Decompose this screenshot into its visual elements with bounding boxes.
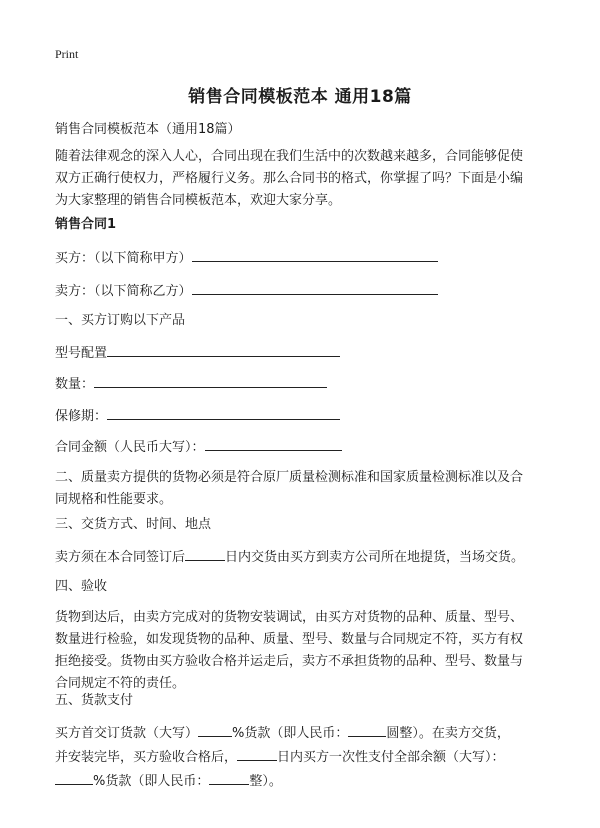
buyer-row [55,246,438,270]
clause5-paragraph [55,721,555,793]
intro-paragraph [55,146,555,212]
delivery-days-blank [185,545,225,561]
seller-label: 卖方：（以下简称乙方） [55,284,192,299]
quantity-blank [94,372,327,388]
clause5-line [55,745,555,769]
clause2-paragraph [55,467,555,511]
model-blank [107,341,340,357]
warranty-label: 保修期： [55,409,108,424]
amount-blank [205,435,342,451]
clause4-line: 合同规定不符的责任。 [55,676,186,691]
clause1-heading: 一、买方订购以下产品 [55,313,186,328]
buyer-label: 买方：（以下简称甲方） [55,251,192,266]
clause5-text: %货款（即人民币： [232,726,349,741]
clause4-line: 拒绝接受。货物由买方验收合格并运走后，卖方不承担货物的品种、型号、数量与 [55,654,524,669]
clause5-text: 买方首交订货款（大写） [55,726,199,741]
clause3-before: 卖方须在本合同签订后 [55,550,186,565]
intro-line: 为大家整理的销售合同模板范本，欢迎大家分享。 [55,193,342,208]
document-subtitle: 销售合同模板范本（通用18篇） [55,122,241,137]
clause5-text: %货款（即人民币： [93,774,210,789]
warranty-blank [107,404,340,420]
clause3-text [55,545,524,569]
amount-label: 合同金额（人民币大写）： [55,440,205,455]
clause5-text: 日内买方一次性支付全部余额（大写）： [277,750,505,765]
amount-row [55,435,342,459]
clause2-line: 同规格和性能要求。 [55,492,173,507]
warranty-row [55,404,340,428]
clause2-line: 二、质量卖方提供的货物必须是符合原厂质量检测标准和国家质量检测标准以及合 [55,470,524,485]
model-row [55,341,340,365]
balance-amount-blank [209,769,249,785]
section-heading: 销售合同1 [55,217,117,232]
buyer-blank [192,246,438,262]
document-title: 销售合同模板范本 通用18篇 [188,87,412,107]
clause5-text: 整）。 [249,774,282,789]
clause5-line [55,721,555,745]
clause5-line [55,769,555,793]
seller-blank [192,279,438,295]
clause5-text: 并安装完毕，买方验收合格后， [55,750,238,765]
deposit-amount-blank [348,721,386,737]
clause4-line: 货物到达后，由卖方完成对的货物安装调试，由买方对货物的品种、质量、型号、 [55,610,524,625]
clause3-after: 日内交货由买方到卖方公司所在地提货，当场交货。 [225,550,525,565]
clause5-text: 圆整）。在卖方交货， [386,726,510,741]
clause3-heading: 三、交货方式、时间、地点 [55,517,212,532]
clause4-line: 数量进行检验，如发现货物的品种、质量、型号、数量与合同规定不符，买方有权 [55,632,524,647]
balance-percent-blank [55,769,93,785]
intro-line: 随着法律观念的深入人心，合同出现在我们生活中的次数越来越多，合同能够促使 [55,149,524,164]
deposit-percent-blank [198,721,232,737]
model-label: 型号配置 [55,346,108,361]
quantity-label: 数量： [55,377,95,392]
clause5-heading: 五、货款支付 [55,693,134,708]
payment-days-blank [237,745,277,761]
clause4-heading: 四、验收 [55,579,108,594]
clause4-paragraph [55,607,555,695]
print-link[interactable]: Print [55,47,79,61]
seller-row [55,279,438,303]
intro-line: 双方正确行使权力，严格履行义务。那么合同书的格式，你掌握了吗？下面是小编 [55,171,524,186]
quantity-row [55,372,327,396]
